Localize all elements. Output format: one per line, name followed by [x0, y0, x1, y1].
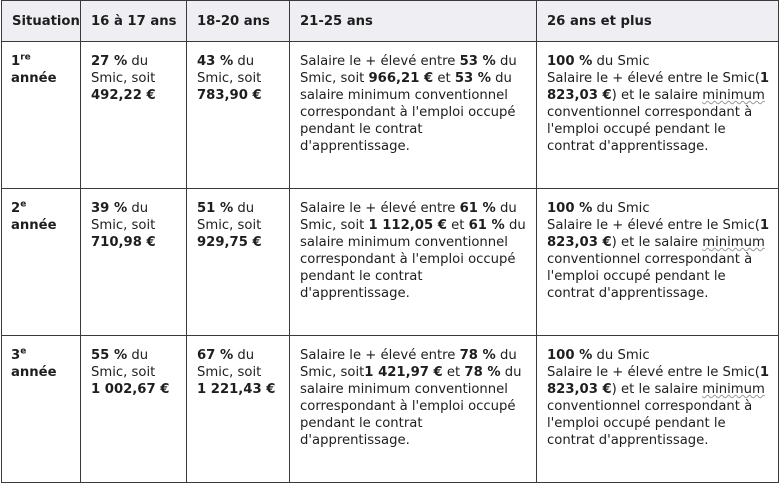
cell-18-20: 67 % du Smic, soit 1 221,43 € [187, 336, 290, 483]
table-row [2, 336, 779, 483]
header-26-plus: 26 ans et plus [537, 1, 779, 42]
situation-cell: 1re année [2, 42, 81, 189]
cell-18-20: 51 % du Smic, soit 929,75 € [187, 189, 290, 336]
cell-16-17: 27 % du Smic, soit 492,22 € [81, 42, 187, 189]
header-18-20: 18-20 ans [187, 1, 290, 42]
table-row [2, 42, 779, 189]
cell-16-17: 39 % du Smic, soit 710,98 € [81, 189, 187, 336]
situation-cell: 3e année [2, 336, 81, 483]
cell-21-25: Salaire le + élevé entre 78 % du Smic, soit1 421,97 € et 78 % du salaire minimum conventionnel correspondant à l'emploi occupé pendant le contrat d'apprentissage. [290, 336, 537, 483]
cell-18-20: 43 % du Smic, soit 783,90 € [187, 42, 290, 189]
cell-26-plus: 100 % du Smic Salaire le + élevé entre le Smic(1 823,03 €) et le salaire minimum conventionnel correspondant à l'emploi occupé pendant le contrat d'apprentissage. [537, 336, 779, 483]
cell-16-17: 55 % du Smic, soit 1 002,67 € [81, 336, 187, 483]
header-21-25: 21-25 ans [290, 1, 537, 42]
cell-26-plus: 100 % du Smic Salaire le + élevé entre le Smic(1 823,03 €) et le salaire minimum conventionnel correspondant à l'emploi occupé pendant le contrat d'apprentissage. [537, 189, 779, 336]
situation-cell: 2e année [2, 189, 81, 336]
header-16-17: 16 à 17 ans [81, 1, 187, 42]
cell-21-25: Salaire le + élevé entre 53 % du Smic, soit 966,21 € et 53 % du salaire minimum conventionnel correspondant à l'emploi occupé pendant le contrat d'apprentissage. [290, 42, 537, 189]
salary-table [1, 0, 779, 483]
cell-21-25: Salaire le + élevé entre 61 % du Smic, soit 1 112,05 € et 61 % du salaire minimum conventionnel correspondant à l'emploi occupé pendant le contrat d'apprentissage. [290, 189, 537, 336]
header-row [2, 1, 779, 42]
table-row [2, 189, 779, 336]
cell-26-plus: 100 % du Smic Salaire le + élevé entre le Smic(1 823,03 €) et le salaire minimum conventionnel correspondant à l'emploi occupé pendant le contrat d'apprentissage. [537, 42, 779, 189]
header-situation: Situation [2, 1, 81, 42]
